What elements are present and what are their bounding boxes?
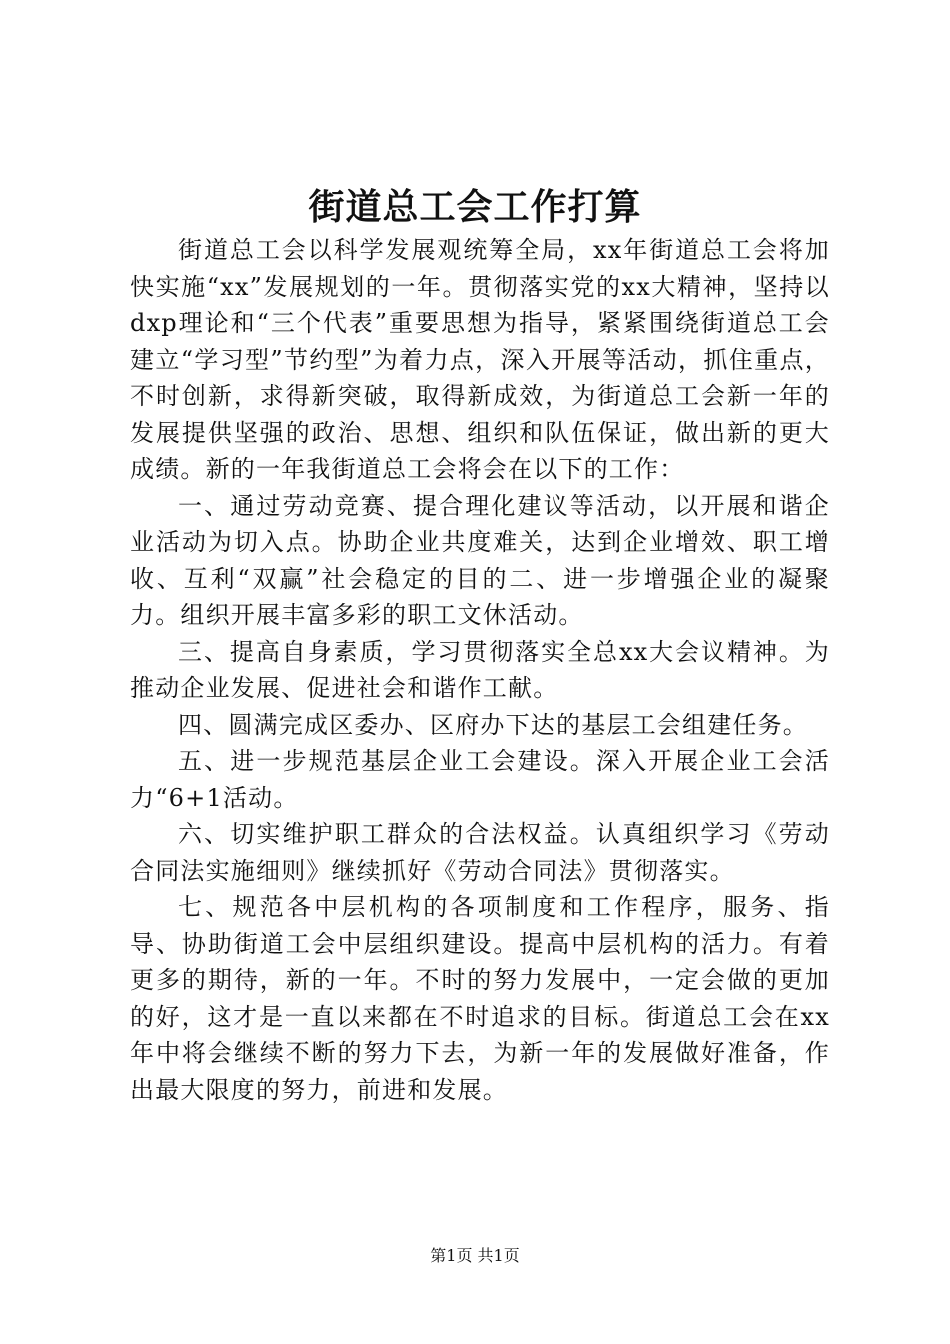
page-footer: 第1页 共1页 [430,1246,520,1265]
document-body [130,232,830,1108]
paragraph-item-6: 六、切实维护职工群众的合法权益。认真组织学习《劳动合同法实施细则》继续抓好《劳动合同法》贯彻落实。 [130,820,830,885]
document-title: 街道总工会工作打算 [308,186,642,228]
paragraph-item-3: 三、提高自身素质，学习贯彻落实全总xx大会议精神。为推动企业发展、促进社会和谐作工献。 [130,637,830,702]
paragraph-item-5: 五、进一步规范基层企业工会建设。深入开展企业工会活力“6+1活动。 [130,747,830,812]
paragraph-intro: 街道总工会以科学发展观统筹全局，xx年街道总工会将加快实施“xx”发展规划的一年。贯彻落实党的xx大精神，坚持以dxp理论和“三个代表”重要思想为指导，紧紧围绕街道总工会建立“学习型”节约型”为着力点，深入开展等活动，抓住重点，不时创新，求得新突破，取得新成效，为街道总工会新一年的发展提供坚强的政治、思想、组织和队伍保证，做出新的更大成绩。新的一年我街道总工会将会在以下的工作： [130,236,830,483]
paragraph-item-1-2: 一、通过劳动竞赛、提合理化建议等活动，以开展和谐企业活动为切入点。协助企业共度难关，达到企业增效、职工增收、互利“双赢”社会稳定的目的二、进一步增强企业的凝聚力。组织开展丰富多彩的职工文休活动。 [130,491,830,629]
paragraph-item-7: 七、规范各中层机构的各项制度和工作程序，服务、指导、协助街道工会中层组织建设。提高中层机构的活力。有着更多的期待，新的一年。不时的努力发展中，一定会做的更加的好，这才是一直以来都在不时追求的目标。街道总工会在xx年中将会继续不断的努力下去，为新一年的发展做好准备，作出最大限度的努力，前进和发展。 [130,893,830,1104]
paragraph-item-4: 四、圆满完成区委办、区府办下达的基层工会组建任务。 [178,710,808,739]
